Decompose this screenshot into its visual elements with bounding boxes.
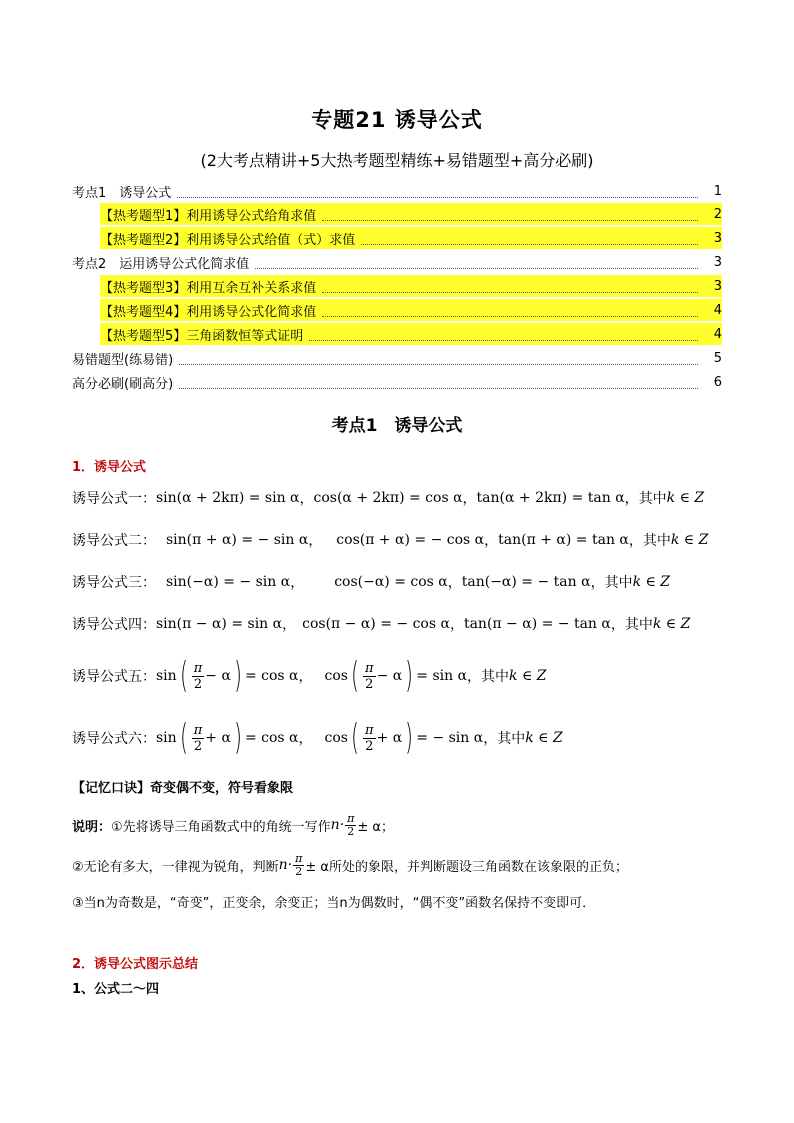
formula-label: 诱导公式一： (72, 491, 156, 507)
formula-row-5: 诱导公式五： sin ( $\frac{\pi}{2}$ − α ) = cos α ， cos ( $\frac{\pi}{2}$ − α ) = sin α ， 其中 k ∈ Z (72, 655, 547, 696)
formula-label: 诱导公式二： (72, 533, 156, 549)
func-cos: cos (324, 730, 348, 746)
toc-label: 【热考题型5】三角函数恒等式证明 (100, 328, 304, 344)
formula-row-2: 诱导公式二： sin(π + α) = − sin α ， cos(π + α) = − cos α ， tan(π + α) = tan α ， 其中 k ∈ Z (72, 532, 709, 549)
formula-row-3: 诱导公式三： sin(−α) = − sin α ， cos(−α) = cos α ， tan(−α) = − tan α ， 其中 k ∈ Z (72, 574, 671, 591)
note-2-tail: ± α所处的象限，并判断题设三角函数在该象限的正负； (305, 859, 628, 875)
formula-cos: cos(α + 2kπ) = cos α (313, 490, 463, 506)
page-title: 专题21 诱导公式 (311, 108, 483, 132)
toc-leader (309, 328, 698, 341)
formula-tan: tan(α + 2kπ) = tan α (476, 490, 625, 506)
toc-leader (322, 208, 698, 221)
note-1 (72, 808, 394, 842)
toc-page: 6 (713, 374, 722, 390)
note-2 (72, 848, 628, 882)
right-paren: ) (234, 717, 242, 758)
angle-tail: + α (376, 730, 403, 746)
formula-row-4: 诱导公式四： sin(π − α) = sin α ， cos(π − α) = − cos α ， tan(π − α) = − tan α ， 其中 k ∈ Z (72, 616, 691, 633)
denominator: 2 (365, 738, 374, 754)
denominator: 2 (295, 864, 303, 878)
formula-sin: sin(α + 2kπ) = sin α (156, 490, 300, 506)
toc-leader (177, 185, 698, 198)
toc-entry[interactable] (72, 347, 722, 369)
formula-label: 诱导公式五： (72, 669, 156, 685)
toc-entry[interactable] (100, 203, 722, 225)
toc-page: 1 (713, 183, 722, 199)
formula-sin: sin(π − α) = sin α (156, 616, 283, 632)
subsection-heading: 1．诱导公式 (72, 460, 147, 475)
k-in-z: k ∈ Z (525, 730, 563, 746)
toc-label: 【热考题型2】利用诱导公式给值（式）求值 (100, 232, 356, 248)
formula-cos: cos(π + α) = − cos α (336, 532, 485, 548)
formula-tan: tan(π + α) = tan α (498, 532, 629, 548)
note-label: 说明： (72, 819, 112, 835)
where-label: 其中 (604, 575, 633, 591)
formula-tan: tan(−α) = − tan α (461, 574, 591, 590)
toc-label: 【热考题型1】利用诱导公式给角求值 (100, 208, 317, 224)
formula-cos: cos(−α) = cos α (334, 574, 448, 590)
where-label: 其中 (624, 617, 653, 633)
formula-rhs: = cos α (244, 668, 299, 684)
toc-entry[interactable] (100, 299, 722, 321)
toc-label: 【热考题型3】利用互余互补关系求值 (100, 280, 317, 296)
denominator: 2 (347, 824, 355, 838)
right-paren: ) (405, 655, 414, 696)
toc-entry[interactable] (100, 275, 722, 297)
func-sin: sin (156, 730, 177, 746)
formula-rhs: = cos α (244, 730, 299, 746)
left-paren: ( (179, 717, 188, 758)
toc-entry[interactable] (72, 251, 722, 273)
n-symbol: n· (278, 857, 293, 873)
left-paren: ( (351, 655, 359, 696)
formula-rhs: = sin α (416, 668, 468, 684)
angle-tail: + α (205, 730, 231, 746)
note-1-text: ①先将诱导三角函数式中的角统一写作 (111, 819, 331, 835)
where-label: 其中 (481, 669, 510, 685)
toc-entry[interactable] (72, 180, 722, 202)
toc-label: 高分必刷(刷高分) (72, 376, 174, 392)
where-label: 其中 (638, 491, 667, 507)
formula-row-1: 诱导公式一： sin(α + 2kπ) = sin α ， cos(α + 2kπ) = cos α ， tan(α + 2kπ) = tan α ， 其中 k ∈ Z (72, 490, 705, 507)
right-paren: ) (234, 655, 242, 696)
section-heading: 考点1 诱导公式 (331, 416, 463, 436)
page-subtitle: (2大考点精讲+5大热考题型精练+易错题型+高分必刷) (200, 151, 594, 170)
toc-page: 5 (713, 350, 722, 366)
fraction-pi-over-2 (192, 661, 205, 692)
k-in-z: k ∈ Z (670, 532, 709, 548)
angle-tail: − α (205, 668, 231, 684)
denominator: 2 (193, 738, 203, 754)
numerator: π (365, 660, 374, 676)
toc-page: 2 (713, 206, 722, 222)
formula-rhs: = − sin α (416, 730, 484, 746)
formula-row-6: 诱导公式六： sin ( $\frac{\pi}{2}$ + α ) = cos α ， cos ( $\frac{\pi}{2}$ + α ) = − sin α ， 其中 k ∈ Z (72, 717, 563, 758)
left-paren: ( (179, 655, 188, 696)
func-cos: cos (324, 668, 348, 684)
toc-page: 3 (713, 254, 722, 270)
formula-cos: cos(π − α) = − cos α (302, 616, 450, 632)
fraction-pi-over-2 (293, 853, 304, 878)
toc-label: 考点1 诱导公式 (72, 185, 172, 201)
toc-label: 考点2 运用诱导公式化简求值 (72, 256, 250, 272)
fraction-pi-over-2 (363, 661, 376, 692)
toc-page: 4 (713, 302, 722, 318)
numerator: π (347, 811, 355, 825)
mnemonic-text: 【记忆口诀】奇变偶不变，符号看象限 (72, 781, 294, 796)
subsection-item: 1、公式二～四 (72, 982, 160, 997)
k-in-z: k ∈ Z (666, 490, 705, 506)
numerator: π (193, 660, 203, 676)
toc-label: 易错题型(练易错) (72, 352, 174, 368)
angle-tail: − α (376, 668, 403, 684)
numerator: π (365, 722, 374, 738)
toc-page: 4 (713, 326, 722, 342)
formula-sin: sin(π + α) = − sin α (166, 532, 309, 548)
where-label: 其中 (642, 533, 671, 549)
k-in-z: k ∈ Z (509, 668, 547, 684)
toc-leader (179, 376, 698, 389)
fraction-pi-over-2 (345, 813, 356, 838)
toc-entry[interactable] (100, 227, 722, 249)
left-paren: ( (351, 717, 359, 758)
note-3: ③当n为奇数是，“奇变”，正变余，余变正；当n为偶数时，“偶不变”函数名保持不变即可． (72, 896, 596, 911)
toc-page: 3 (713, 278, 722, 294)
toc-entry[interactable] (72, 371, 722, 393)
n-symbol: n· (330, 817, 345, 833)
formula-label: 诱导公式六： (72, 731, 156, 747)
fraction-pi-over-2 (192, 723, 205, 754)
toc-page: 3 (713, 230, 722, 246)
toc-leader (179, 352, 698, 365)
toc-leader (255, 256, 698, 269)
k-in-z: k ∈ Z (652, 616, 691, 632)
toc-leader (322, 280, 698, 293)
toc-leader (361, 232, 698, 245)
formula-label: 诱导公式三： (72, 575, 156, 591)
denominator: 2 (365, 676, 374, 692)
toc-label: 【热考题型4】利用诱导公式化简求值 (100, 304, 317, 320)
numerator: π (193, 722, 203, 738)
toc-entry[interactable] (100, 323, 722, 345)
func-sin: sin (156, 668, 177, 684)
fraction-pi-over-2 (363, 723, 376, 754)
where-label: 其中 (497, 731, 526, 747)
formula-sin: sin(−α) = − sin α (166, 574, 291, 590)
subsection-heading: 2．诱导公式图示总结 (72, 957, 199, 972)
k-in-z: k ∈ Z (632, 574, 671, 590)
right-paren: ) (405, 717, 414, 758)
formula-tan: tan(π − α) = − tan α (463, 616, 611, 632)
denominator: 2 (193, 676, 203, 692)
numerator: π (295, 851, 303, 865)
note-1-tail: ± α； (357, 819, 394, 835)
formula-label: 诱导公式四： (72, 617, 156, 633)
note-2-text: ②无论有多大，一律视为锐角，判断 (72, 859, 279, 875)
toc-leader (322, 304, 698, 317)
